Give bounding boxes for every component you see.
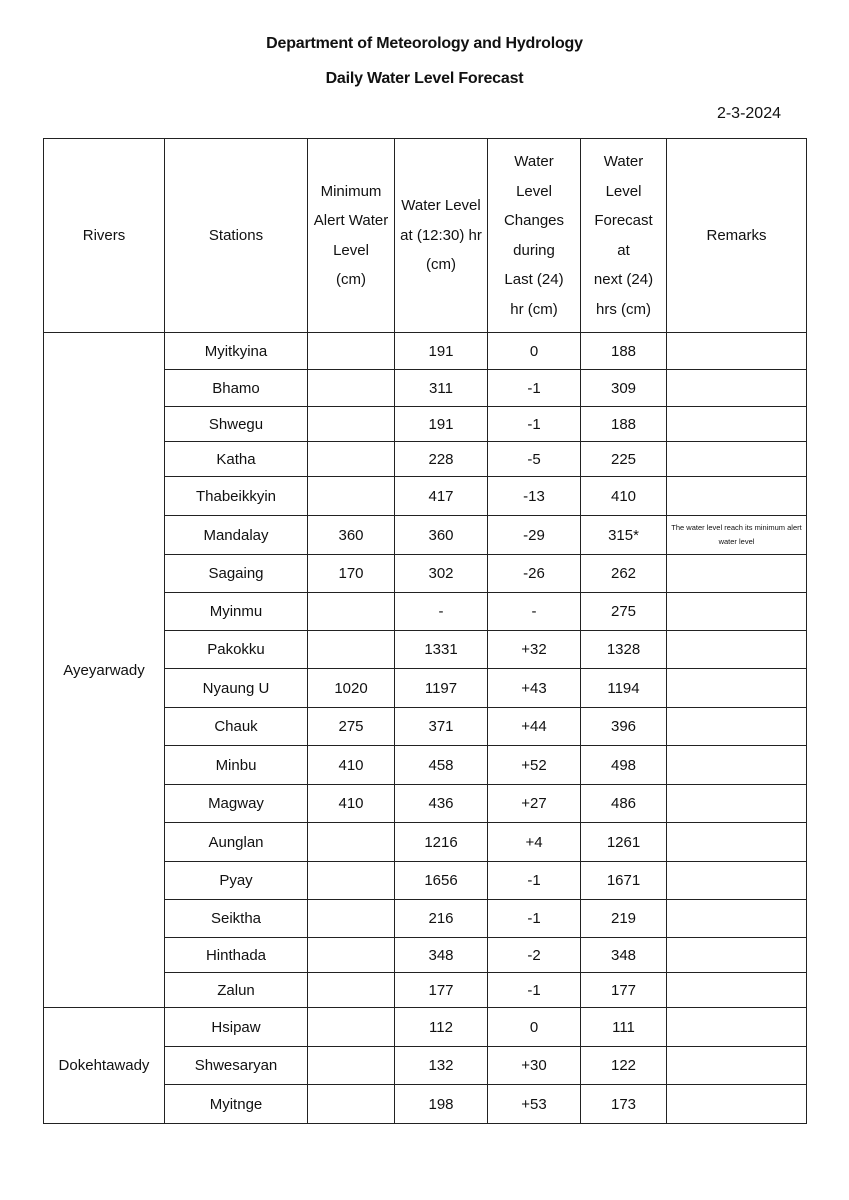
min-alert-level xyxy=(308,477,395,516)
column-header-line: Rivers xyxy=(82,226,126,244)
min-alert-level xyxy=(308,862,395,900)
water-level: 436 xyxy=(395,785,488,823)
level-change: +27 xyxy=(488,785,581,823)
remarks xyxy=(667,1047,807,1085)
water-level: - xyxy=(395,593,488,631)
station-name: Myinmu xyxy=(165,593,308,631)
forecast-level: 396 xyxy=(581,708,667,746)
level-change: -1 xyxy=(488,407,581,442)
station-name: Myitkyina xyxy=(165,333,308,370)
column-header-line: Alert Water xyxy=(313,212,389,229)
min-alert-level xyxy=(308,370,395,407)
column-header-line: hrs (cm) xyxy=(596,300,651,318)
forecast-level: 348 xyxy=(581,938,667,973)
water-level: 348 xyxy=(395,938,488,973)
station-name: Sagaing xyxy=(165,555,308,593)
forecast-level: 410 xyxy=(581,477,667,516)
level-change: -1 xyxy=(488,900,581,938)
forecast-level: 122 xyxy=(581,1047,667,1085)
column-header-line: Level xyxy=(516,182,552,200)
min-alert-level xyxy=(308,333,395,370)
forecast-level: 309 xyxy=(581,370,667,407)
forecast-level: 1328 xyxy=(581,631,667,669)
water-level: 132 xyxy=(395,1047,488,1085)
remarks xyxy=(667,746,807,785)
min-alert-level xyxy=(308,442,395,477)
level-change: -5 xyxy=(488,442,581,477)
level-change: -1 xyxy=(488,862,581,900)
station-name: Hinthada xyxy=(165,938,308,973)
column-header-stations xyxy=(165,139,308,333)
remarks xyxy=(667,1008,807,1047)
remarks xyxy=(667,862,807,900)
column-header-line: Level xyxy=(605,182,642,200)
remarks xyxy=(667,631,807,669)
min-alert-level xyxy=(308,938,395,973)
forecast-level: 188 xyxy=(581,407,667,442)
min-alert-level xyxy=(308,900,395,938)
column-header-line: during xyxy=(513,241,555,259)
water-level: 360 xyxy=(395,516,488,555)
column-header-line: Changes xyxy=(503,212,565,229)
column-header-line: Remarks xyxy=(706,226,767,244)
column-header-line: Water xyxy=(514,153,554,170)
level-change: -13 xyxy=(488,477,581,516)
forecast-level: 173 xyxy=(581,1085,667,1124)
min-alert-level xyxy=(308,593,395,631)
min-alert-level: 275 xyxy=(308,708,395,746)
column-header-line: at (12:30) hr xyxy=(400,226,482,244)
water-level: 458 xyxy=(395,746,488,785)
forecast-level: 1671 xyxy=(581,862,667,900)
water-level: 216 xyxy=(395,900,488,938)
column-header-line: Stations xyxy=(208,226,264,244)
station-name: Katha xyxy=(165,442,308,477)
water-level: 371 xyxy=(395,708,488,746)
min-alert-level xyxy=(308,973,395,1008)
min-alert-level: 410 xyxy=(308,785,395,823)
level-change: -2 xyxy=(488,938,581,973)
station-name: Magway xyxy=(165,785,308,823)
station-name: Mandalay xyxy=(165,516,308,555)
min-alert-level: 1020 xyxy=(308,669,395,708)
column-header-water-level xyxy=(395,139,488,333)
forecast-level: 1261 xyxy=(581,823,667,862)
min-alert-level xyxy=(308,1047,395,1085)
station-name: Pyay xyxy=(165,862,308,900)
station-name: Bhamo xyxy=(165,370,308,407)
column-header-line: next (24) xyxy=(593,271,654,288)
level-change: -26 xyxy=(488,555,581,593)
station-name: Seiktha xyxy=(165,900,308,938)
min-alert-level xyxy=(308,407,395,442)
remarks xyxy=(667,708,807,746)
river-name: Dokehtawady xyxy=(44,1008,165,1124)
min-alert-level xyxy=(308,1008,395,1047)
forecast-level: 188 xyxy=(581,333,667,370)
station-name: Chauk xyxy=(165,708,308,746)
water-level: 177 xyxy=(395,973,488,1008)
table-body xyxy=(44,333,807,1124)
column-header-rivers xyxy=(44,139,165,333)
column-header-min-alert xyxy=(308,139,395,333)
column-header-line: Level xyxy=(333,241,369,259)
forecast-level: 177 xyxy=(581,973,667,1008)
river-name: Ayeyarwady xyxy=(44,333,165,1008)
column-header-line: (cm) xyxy=(426,256,456,274)
forecast-level: 225 xyxy=(581,442,667,477)
level-change: 0 xyxy=(488,333,581,370)
water-level: 198 xyxy=(395,1085,488,1124)
column-header-line: Minimum xyxy=(320,182,382,200)
station-name: Shwegu xyxy=(165,407,308,442)
level-change: +32 xyxy=(488,631,581,669)
level-change: +53 xyxy=(488,1085,581,1124)
remarks xyxy=(667,785,807,823)
level-change: -1 xyxy=(488,973,581,1008)
remarks xyxy=(667,442,807,477)
station-name: Nyaung U xyxy=(165,669,308,708)
remarks xyxy=(667,823,807,862)
table-header-row xyxy=(44,139,807,333)
remarks xyxy=(667,900,807,938)
level-change: +44 xyxy=(488,708,581,746)
water-level: 228 xyxy=(395,442,488,477)
page-title: Department of Meteorology and Hydrology xyxy=(266,35,583,52)
table-row xyxy=(44,333,807,370)
remarks xyxy=(667,1085,807,1124)
station-name: Minbu xyxy=(165,746,308,785)
remarks xyxy=(667,669,807,708)
water-level: 191 xyxy=(395,333,488,370)
forecast-level: 111 xyxy=(581,1008,667,1047)
water-level: 417 xyxy=(395,477,488,516)
forecast-level: 498 xyxy=(581,746,667,785)
water-level: 112 xyxy=(395,1008,488,1047)
forecast-level: 275 xyxy=(581,593,667,631)
report-date: 2-3-2024 xyxy=(716,105,781,122)
level-change: 0 xyxy=(488,1008,581,1047)
water-level: 191 xyxy=(395,407,488,442)
remarks: The water level reach its minimum alert water level xyxy=(667,516,807,555)
column-header-line: at xyxy=(617,241,630,259)
remarks xyxy=(667,593,807,631)
forecast-level: 262 xyxy=(581,555,667,593)
station-name: Thabeikkyin xyxy=(165,477,308,516)
station-name: Zalun xyxy=(165,973,308,1008)
station-name: Pakokku xyxy=(165,631,308,669)
level-change: +4 xyxy=(488,823,581,862)
column-header-change xyxy=(488,139,581,333)
water-level: 1216 xyxy=(395,823,488,862)
remarks xyxy=(667,333,807,370)
level-change: - xyxy=(488,593,581,631)
column-header-line: Forecast xyxy=(594,212,653,229)
column-header-line: (cm) xyxy=(336,271,366,288)
station-name: Hsipaw xyxy=(165,1008,308,1047)
level-change: +30 xyxy=(488,1047,581,1085)
station-name: Aunglan xyxy=(165,823,308,862)
min-alert-level xyxy=(308,1085,395,1124)
station-name: Myitnge xyxy=(165,1085,308,1124)
level-change: -1 xyxy=(488,370,581,407)
column-header-forecast xyxy=(581,139,667,333)
remarks xyxy=(667,555,807,593)
remarks xyxy=(667,477,807,516)
min-alert-level: 170 xyxy=(308,555,395,593)
level-change: +52 xyxy=(488,746,581,785)
water-level: 1656 xyxy=(395,862,488,900)
column-header-line: Water xyxy=(603,153,644,170)
water-level-table xyxy=(43,138,807,1124)
column-header-remarks xyxy=(667,139,807,333)
forecast-level: 486 xyxy=(581,785,667,823)
forecast-level: 219 xyxy=(581,900,667,938)
table-row xyxy=(44,1008,807,1047)
water-level: 1331 xyxy=(395,631,488,669)
remarks xyxy=(667,973,807,1008)
min-alert-level xyxy=(308,823,395,862)
remarks xyxy=(667,370,807,407)
forecast-level: 315* xyxy=(581,516,667,555)
forecast-level: 1194 xyxy=(581,669,667,708)
water-level: 1197 xyxy=(395,669,488,708)
page-subtitle: Daily Water Level Forecast xyxy=(325,70,524,87)
remarks xyxy=(667,938,807,973)
station-name: Shwesaryan xyxy=(165,1047,308,1085)
water-level: 302 xyxy=(395,555,488,593)
column-header-line: Last (24) xyxy=(504,271,564,288)
column-header-line: Water Level xyxy=(401,197,481,215)
min-alert-level xyxy=(308,631,395,669)
level-change: +43 xyxy=(488,669,581,708)
min-alert-level: 360 xyxy=(308,516,395,555)
remarks xyxy=(667,407,807,442)
water-level: 311 xyxy=(395,370,488,407)
min-alert-level: 410 xyxy=(308,746,395,785)
column-header-line: hr (cm) xyxy=(510,300,558,318)
level-change: -29 xyxy=(488,516,581,555)
